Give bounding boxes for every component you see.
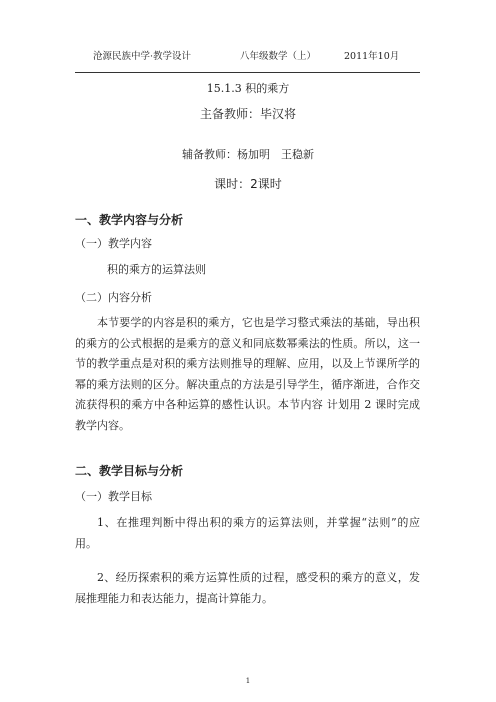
header-divider bbox=[75, 72, 420, 73]
main-teacher: 主备教师：毕汉将 bbox=[199, 107, 296, 121]
teaching-content-text: 积的乘方的运算法则 bbox=[107, 263, 206, 276]
teaching-goal-1: 1、在推理判断中得出积的乘方的运算法则，并掌握“法则”的应用。 bbox=[75, 516, 420, 550]
teaching-goal-2: 2、经历探索积的乘方运算性质的过程，感受积的乘方的意义，发展推理能力和表达能力，提高计算能力。 bbox=[75, 571, 420, 605]
section-1-subheading-analysis: （二）内容分析 bbox=[75, 291, 152, 304]
section-2-subheading-goals: （一）教学目标 bbox=[75, 490, 152, 503]
content-analysis-paragraph: 本节要学的内容是积的乘方，它也是学习整式乘法的基础，导出积的乘方的公式根据的是乘方的意义和同底数幂乘法的性质。所以，这一节的教学重点是对积的乘方法则推导的理解、应用，以及上节课所学的幂的乘方法则的区分。解决重点的方法是引导学生，循序渐进，合作交流获得积的乘方中各种运算的感性认识。本节内容 计划用 2 课时完成教学内容。 bbox=[75, 316, 420, 432]
lesson-title: 15.1.3 积的乘方 bbox=[206, 82, 290, 95]
section-2-heading: 二、教学目标与分析 bbox=[75, 464, 184, 478]
class-hours: 课时：2课时 bbox=[214, 177, 282, 191]
assistant-teachers: 辅备教师：杨加明 王稳新 bbox=[182, 148, 314, 161]
header-school: 沧源民族中学·教学设计 bbox=[93, 51, 192, 62]
section-1-heading: 一、教学内容与分析 bbox=[75, 213, 184, 227]
header-grade: 八年级数学（上） bbox=[240, 51, 317, 62]
section-1-subheading-content: （一）教学内容 bbox=[75, 237, 152, 250]
header-date: 2011年10月 bbox=[344, 51, 400, 62]
page-header bbox=[0, 50, 496, 64]
page-number: 1 bbox=[245, 677, 251, 685]
